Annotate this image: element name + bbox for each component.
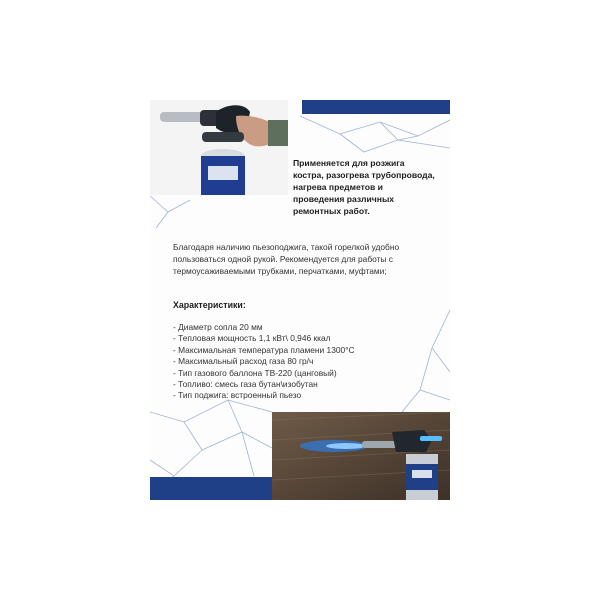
top-blue-band <box>302 100 450 114</box>
usage-text: Применяется для розжига костра, разогрева трубопровода, нагрева предметов и проведения различных ремонтных работ. <box>293 158 435 216</box>
description-text: Благодаря наличию пьезоподжига, такой горелкой удобно пользоваться одной рукой. Рекомендуется для работы с термоусаживаемыми трубками, перчатками, муфтами; <box>173 242 400 276</box>
spec-item: - Тип газового баллона ТВ-220 (цанговый) <box>173 367 337 378</box>
torch-flame-image <box>272 412 450 500</box>
product-card <box>150 100 450 500</box>
spec-item: - Тип поджига: встроенный пьезо <box>173 390 302 401</box>
bottom-blue-band <box>150 477 272 500</box>
spec-item: - Максимальная температура пламени 1300°С <box>173 344 355 355</box>
spec-item: - Топливо: смесь газа бутан\изобутан <box>173 379 318 390</box>
hand-holding-torch-image <box>150 100 288 195</box>
specs-list <box>173 322 403 402</box>
spec-item: - Максимальный расход газа 80 гр/ч <box>173 356 314 367</box>
spec-item: - Диаметр сопла 20 мм <box>173 322 263 332</box>
specs-title: Характеристики: <box>173 300 246 310</box>
spec-item: - Тепловая мощность 1,1 кВт\ 0,946 ккал <box>173 333 331 344</box>
